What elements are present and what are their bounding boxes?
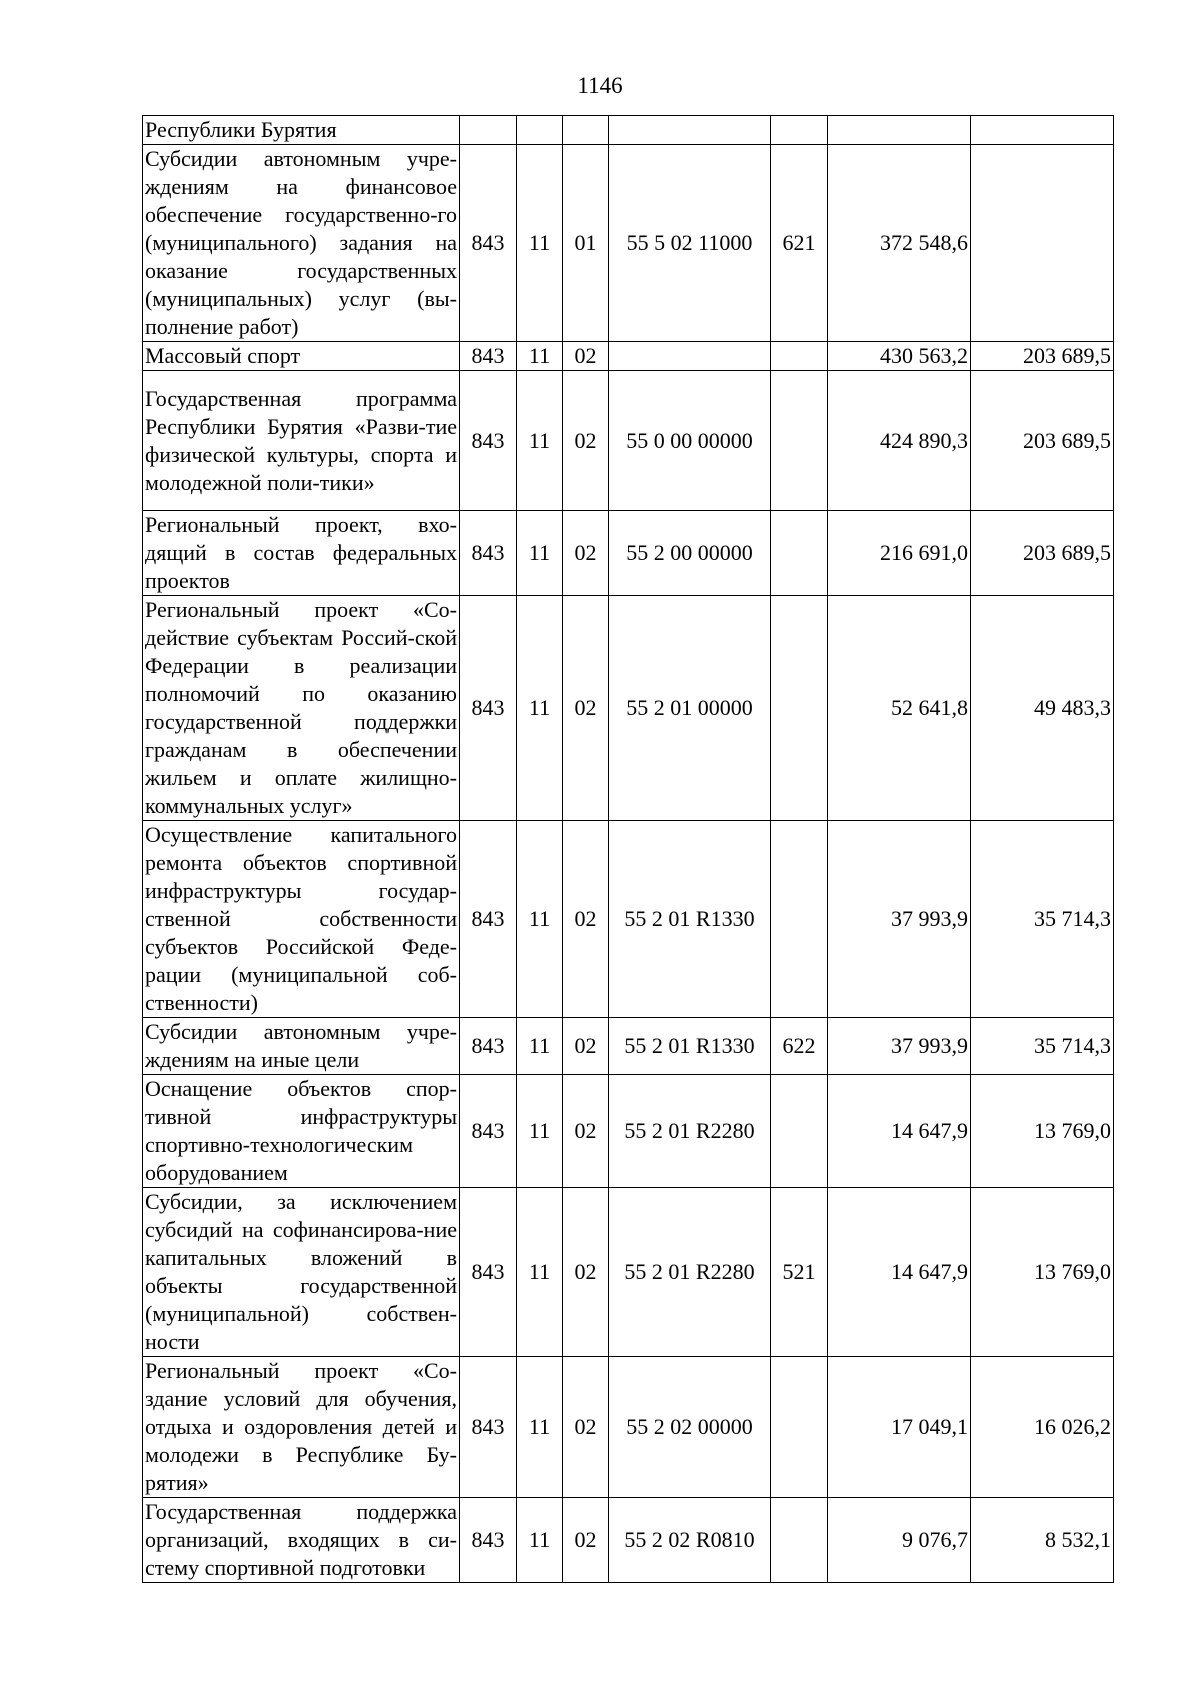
cell-section: 11 (517, 145, 563, 342)
cell-expense-type (771, 1075, 828, 1188)
cell-subsection (563, 116, 609, 145)
cell-target-article: 55 2 01 R2280 (609, 1075, 771, 1188)
cell-expense-type (771, 1357, 828, 1498)
cell-name: Республики Бурятия (143, 116, 460, 145)
table-row (143, 371, 1114, 511)
cell-expense-type (771, 116, 828, 145)
cell-amount-federal (971, 116, 1114, 145)
cell-name: Государственная поддержка организаций, входящих в си-стему спортивной подготовки (143, 1498, 460, 1583)
cell-target-article: 55 5 02 11000 (609, 145, 771, 342)
table-row (143, 596, 1114, 821)
cell-section (517, 116, 563, 145)
cell-grbs: 843 (460, 1357, 517, 1498)
cell-grbs: 843 (460, 1498, 517, 1583)
cell-grbs: 843 (460, 1075, 517, 1188)
table-row (143, 1075, 1114, 1188)
cell-section: 11 (517, 1188, 563, 1357)
cell-amount-total: 14 647,9 (828, 1075, 971, 1188)
cell-amount-total: 216 691,0 (828, 511, 971, 596)
cell-target-article: 55 2 01 R1330 (609, 1018, 771, 1075)
cell-expense-type (771, 596, 828, 821)
cell-target-article (609, 342, 771, 371)
cell-section: 11 (517, 821, 563, 1018)
cell-expense-type (771, 371, 828, 511)
cell-subsection: 02 (563, 821, 609, 1018)
cell-target-article: 55 2 00 00000 (609, 511, 771, 596)
cell-section: 11 (517, 1075, 563, 1188)
cell-name: Региональный проект, вхо-дящий в состав федеральных проектов (143, 511, 460, 596)
page-number: 1146 (577, 73, 623, 98)
cell-section: 11 (517, 596, 563, 821)
cell-grbs: 843 (460, 821, 517, 1018)
cell-amount-federal: 8 532,1 (971, 1498, 1114, 1583)
cell-amount-total: 424 890,3 (828, 371, 971, 511)
cell-subsection: 02 (563, 1357, 609, 1498)
table-row (143, 1498, 1114, 1583)
cell-expense-type (771, 821, 828, 1018)
budget-table (142, 115, 1114, 1583)
table-body (143, 116, 1114, 1583)
cell-target-article: 55 2 02 R0810 (609, 1498, 771, 1583)
cell-target-article: 55 2 01 R1330 (609, 821, 771, 1018)
cell-name: Субсидии автономным учре-ждениям на иные цели (143, 1018, 460, 1075)
table-row (143, 821, 1114, 1018)
cell-expense-type (771, 342, 828, 371)
cell-target-article: 55 2 02 00000 (609, 1357, 771, 1498)
cell-target-article (609, 116, 771, 145)
cell-subsection: 02 (563, 342, 609, 371)
cell-subsection: 02 (563, 596, 609, 821)
cell-amount-federal: 35 714,3 (971, 1018, 1114, 1075)
table-row (143, 342, 1114, 371)
cell-section: 11 (517, 1498, 563, 1583)
cell-amount-total: 372 548,6 (828, 145, 971, 342)
cell-target-article: 55 2 01 00000 (609, 596, 771, 821)
cell-subsection: 02 (563, 1075, 609, 1188)
cell-amount-total: 37 993,9 (828, 821, 971, 1018)
cell-subsection: 02 (563, 1498, 609, 1583)
cell-subsection: 02 (563, 1188, 609, 1357)
cell-section: 11 (517, 1018, 563, 1075)
cell-amount-federal: 13 769,0 (971, 1188, 1114, 1357)
cell-amount-federal: 16 026,2 (971, 1357, 1114, 1498)
cell-subsection: 02 (563, 511, 609, 596)
table-row (143, 1188, 1114, 1357)
cell-section: 11 (517, 511, 563, 596)
cell-name: Оснащение объектов спор-тивной инфраструктуры спортивно-технологическим оборудованием (143, 1075, 460, 1188)
cell-grbs: 843 (460, 371, 517, 511)
cell-amount-total: 37 993,9 (828, 1018, 971, 1075)
cell-section: 11 (517, 1357, 563, 1498)
cell-grbs (460, 116, 517, 145)
table-row (143, 1018, 1114, 1075)
cell-expense-type: 622 (771, 1018, 828, 1075)
cell-grbs: 843 (460, 145, 517, 342)
cell-amount-total: 430 563,2 (828, 342, 971, 371)
cell-subsection: 01 (563, 145, 609, 342)
table-row (143, 145, 1114, 342)
cell-grbs: 843 (460, 511, 517, 596)
cell-amount-federal: 35 714,3 (971, 821, 1114, 1018)
cell-amount-total (828, 116, 971, 145)
cell-subsection: 02 (563, 1018, 609, 1075)
cell-amount-federal (971, 145, 1114, 342)
cell-amount-federal: 203 689,5 (971, 342, 1114, 371)
cell-target-article: 55 2 01 R2280 (609, 1188, 771, 1357)
cell-name: Субсидии автономным учре-ждениям на финансовое обеспечение государственно-го (муниципального) задания на оказание государственных (муниципальных) услуг (вы-полнение работ) (143, 145, 460, 342)
cell-grbs: 843 (460, 342, 517, 371)
cell-expense-type: 521 (771, 1188, 828, 1357)
cell-grbs: 843 (460, 596, 517, 821)
cell-subsection: 02 (563, 371, 609, 511)
cell-amount-federal: 203 689,5 (971, 371, 1114, 511)
cell-section: 11 (517, 342, 563, 371)
cell-section: 11 (517, 371, 563, 511)
cell-amount-total: 52 641,8 (828, 596, 971, 821)
cell-target-article: 55 0 00 00000 (609, 371, 771, 511)
cell-grbs: 843 (460, 1018, 517, 1075)
cell-name: Осуществление капитального ремонта объектов спортивной инфраструктуры государ-ственной собственности субъектов Российской Феде-рации (муниципальной соб-ственности) (143, 821, 460, 1018)
cell-name: Массовый спорт (143, 342, 460, 371)
cell-name: Государственная программа Республики Бурятия «Разви-тие физической культуры, спорта и молодежной поли-тики» (143, 371, 460, 511)
table-row (143, 511, 1114, 596)
table-row (143, 116, 1114, 145)
cell-grbs: 843 (460, 1188, 517, 1357)
cell-amount-total: 9 076,7 (828, 1498, 971, 1583)
table-row (143, 1357, 1114, 1498)
cell-name: Субсидии, за исключением субсидий на софинансирова-ние капитальных вложений в объекты государственной (муниципальной) собствен-ности (143, 1188, 460, 1357)
cell-expense-type (771, 1498, 828, 1583)
cell-expense-type (771, 511, 828, 596)
cell-name: Региональный проект «Со-действие субъектам Россий-ской Федерации в реализации полномочий по оказанию государственной поддержки гражданам в обеспечении жильем и оплате жилищно-коммунальных услуг» (143, 596, 460, 821)
cell-amount-total: 17 049,1 (828, 1357, 971, 1498)
cell-amount-federal: 13 769,0 (971, 1075, 1114, 1188)
cell-amount-total: 14 647,9 (828, 1188, 971, 1357)
cell-name: Региональный проект «Со-здание условий для обучения, отдыха и оздоровления детей и молодежи в Республике Бу-рятия» (143, 1357, 460, 1498)
cell-amount-federal: 203 689,5 (971, 511, 1114, 596)
cell-amount-federal: 49 483,3 (971, 596, 1114, 821)
cell-expense-type: 621 (771, 145, 828, 342)
